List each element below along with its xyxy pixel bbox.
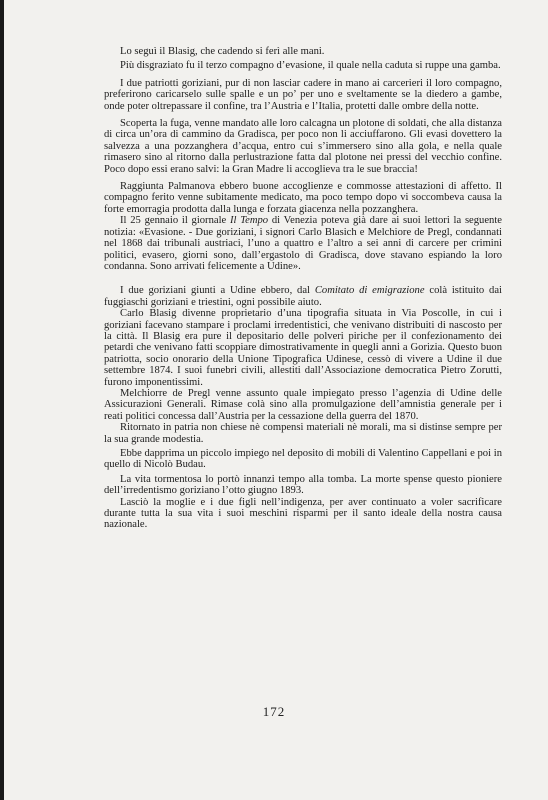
paragraph: [104, 60, 502, 71]
paragraph: [104, 448, 502, 471]
paragraph: [104, 497, 502, 531]
paragraph: [104, 474, 502, 497]
page-number: 172: [262, 704, 286, 719]
paragraph: [104, 181, 502, 215]
paragraph-text: Raggiunta Palmanova ebbero buone accoglienze e commosse attestazioni di affetto. Il compagno ferito venne subitamente medicato, ma poco tempo dopo vi soccombeva causa la forte emorragia prodotta dalla lunga e forzata giacenza nella pozzanghera.: [104, 181, 502, 215]
paragraph-text: I due patriotti goriziani, pur di non lasciar cadere in mano ai carcerieri il loro compagno, preferirono caricarselo sulle spalle e un po’ per uno e sveltamente se la diedero a gambe, onde poter oltrepassare il confine, tra l’Austria e l’Italia, protetti dalle ombre della notte.: [104, 77, 502, 112]
paragraph: [104, 46, 502, 57]
paragraph-text: Scoperta la fuga, venne mandato alle loro calcagna un plotone di soldati, che alla distanza di circa un’ora di cammino da Gradisca, per poco non li acciuffarono. Gli evasi dovettero la salvezza a una pozzanghera d’acqua, entro cui s’immersero sino alla gola, e nella quale rimasero sino al ritorno dalla perlustrazione fatta dal plotone nei pressi del vecchio confine. Poco dopo essi erano salvi: la Gran Madre li accoglieva tra le sue braccia!: [104, 118, 502, 175]
paragraph-text: Ritornato in patria non chiese nè compensi materiali nè morali, ma si distinse sempre per la sua grande modestia.: [104, 422, 502, 445]
paragraph-text: Lo seguì il Blasig, che cadendo si ferì alle mani.: [120, 46, 325, 57]
paragraph-text: Carlo Blasig divenne proprietario d’una tipografia situata in Via Poscolle, in cui i goriziani facevano stampare i proclami irredentistici, che venivano distribuiti di nascosto per la città. Il Blasig era pure il depositario delle polveri piriche per il confezionamento dei petardi che venivano fatti scoppiare dimostrativamente in quegli anni a Gorizia. Questo buon patriotta, socio onorario della Unione Tipografica Udinese, cessò di vivere a Udine il due settembre 1874. I suoi funebri civili, allestiti dall’Associazione democratica Pietro Zorutti, furono imponentissimi.: [104, 308, 502, 388]
paragraph: [104, 215, 502, 272]
paragraph: [104, 118, 502, 175]
paragraph-text: Più disgraziato fu il terzo compagno d’evasione, il quale nella caduta si ruppe una gamba.: [120, 60, 501, 72]
paragraph-text: colà istituito dai fuggiaschi goriziani e triestini, ogni possibile aiuto.: [104, 285, 502, 308]
italic-text: Il Tempo: [230, 215, 269, 227]
paragraph: [104, 308, 502, 388]
italic-text: Comitato di emigrazione: [314, 285, 425, 297]
paragraph-text: La vita tormentosa lo portò innanzi tempo alla tomba. La morte spense questo pioniere dell’irredentismo goriziano l’otto giugno 1893.: [104, 473, 502, 497]
paragraph-text: di Venezia poteva già dare ai suoi lettori la seguente notizia: «Evasione. - Due goriziani, i signori Carlo Blasich e Melchiore de Pregl, condannati nel 1868 dai tribunali austriaci, l’uno a quattro e l’altro a sei anni di carcere per crimini politici, evasero, giorni sono, dall’ergastolo di Gradisca, dove stavano espiando la loro condanna. Sono arrivati felicemente a Udine».: [104, 215, 503, 272]
body-text: [104, 46, 502, 531]
paragraph-text: Lasciò la moglie e i due figli nell’indigenza, per aver continuato a voler sacrificare durante tutta la sua vita i suoi meschini risparmi per il santo ideale della nostra causa nazionale.: [104, 496, 502, 531]
paragraph: [104, 422, 502, 445]
paragraph: [104, 78, 502, 112]
paragraph: [104, 388, 502, 422]
page-edge-shadow: [0, 0, 4, 800]
paragraph: [104, 285, 502, 308]
paragraph-text: I due goriziani giunti a Udine ebbero, dal: [120, 285, 315, 297]
paragraph-text: Ebbe dapprima un piccolo impiego nel deposito di mobili di Valentino Cappellani e poi in quello di Nicolò Budau.: [104, 448, 502, 471]
paragraph-text: Melchiorre de Pregl venne assunto quale impiegato presso l’agenzia di Udine delle Assicurazioni Generali. Rimase colà sino alla promulgazione dell’amnistia generale per i reati politici concessa dall’Austria per la cessazione della guerra del 1870.: [104, 387, 502, 422]
paragraph-text: Il 25 gennaio il giornale: [120, 215, 230, 227]
